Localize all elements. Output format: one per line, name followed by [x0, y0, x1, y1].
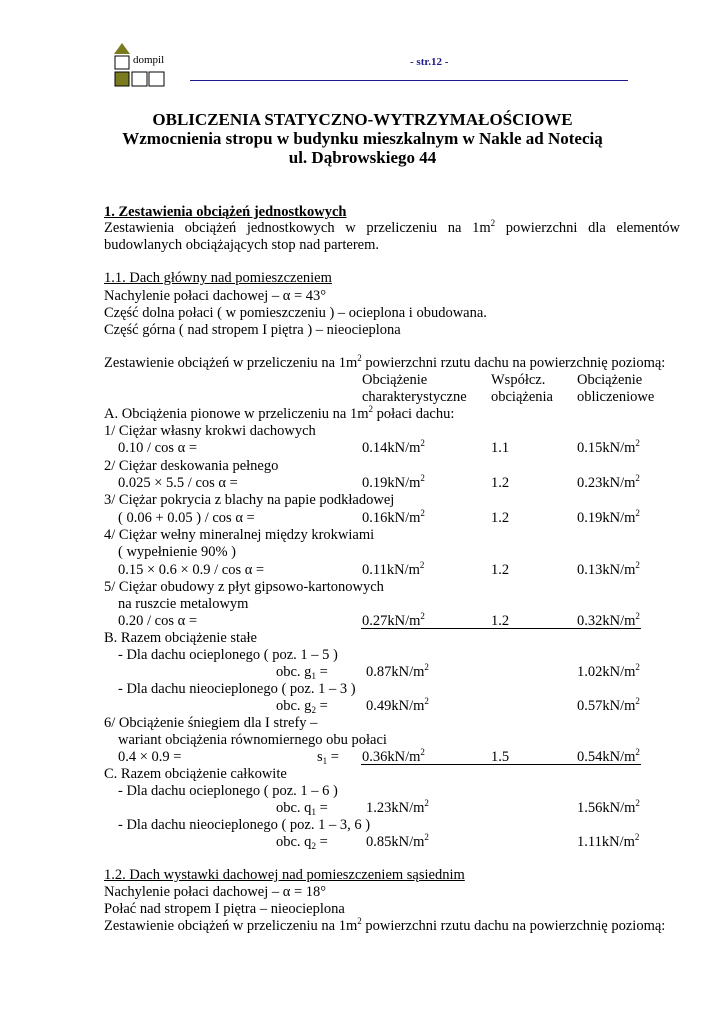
value-char: $1.23kN/m^2$: [366, 798, 429, 816]
subsection-heading: 1.1. Dach główny nad pomieszczeniem: [104, 270, 332, 286]
sum-label: $s_1$ =: [317, 749, 339, 766]
value-char: $0.19kN/m^2$: [362, 473, 425, 491]
value-coef: 1.2: [491, 510, 510, 526]
value-calc: $0.54kN/m^2$: [577, 747, 640, 765]
intro-line: Zestawienia obciążeń jednostkowych w przeliczeniu na $1m^2$ powierzchni dla elementów: [104, 218, 681, 236]
sum-label: obc. $g_2$ =: [276, 698, 328, 715]
row-label: - Dla dachu nieocieplonego ( poz. 1 – 3, 6 ): [118, 817, 371, 833]
value-char: $0.11kN/m^2$: [362, 560, 425, 578]
row-label: 4/ Ciężar wełny mineralnej między krokwiami: [104, 527, 375, 543]
value-char: $0.49kN/m^2$: [366, 696, 429, 714]
value-calc: $1.11kN/m^2$: [577, 832, 640, 850]
page-number: - str.12 -: [410, 56, 449, 68]
value-coef: 1.2: [491, 613, 510, 629]
value-char: $0.27kN/m^2$: [362, 611, 425, 629]
value-coef: 1.1: [491, 440, 510, 456]
row-formula: 0.20 / cos α =: [118, 613, 198, 629]
row-formula: 0.15 × 0.6 × 0.9 / cos α =: [118, 562, 265, 578]
text-line: A. Obciążenia pionowe w przeliczeniu na $1m^2$ połaci dachu:: [104, 404, 455, 422]
row-label-cont: ( wypełnienie 90% ): [118, 544, 236, 560]
row-label: 3/ Ciężar pokrycia z blachy na papie podkładowej: [104, 492, 395, 508]
value-calc: $0.13kN/m^2$: [577, 560, 640, 578]
logo-icon: [112, 42, 187, 90]
row-label-cont: na ruszcie metalowym: [118, 596, 249, 612]
value-char: $0.36kN/m^2$: [362, 747, 425, 765]
row-formula: 0.4 × 0.9 =: [118, 749, 182, 765]
row-label: C. Razem obciążenie całkowite: [104, 766, 287, 782]
company-logo: [112, 42, 187, 90]
sum-rule: [361, 628, 641, 629]
text-line: Połać nad stropem I piętra – nieocieplona: [104, 901, 345, 917]
row-label: - Dla dachu ocieplonego ( poz. 1 – 6 ): [118, 783, 338, 799]
summary-line: Zestawienie obciążeń w przeliczeniu na $1m^2$ powierzchni rzutu dachu na powierzchnię poziomą:: [104, 353, 666, 371]
intro-line: budowlanych obciążających stop nad parterem.: [104, 237, 379, 253]
value-char: $0.87kN/m^2$: [366, 662, 429, 680]
doc-title: OBLICZENIA STATYCZNO-WYTRZYMAŁOŚCIOWE: [152, 110, 573, 129]
text-line: Nachylenie połaci dachowej – α = 18°: [104, 884, 327, 900]
row-label: - Dla dachu nieocieplonego ( poz. 1 – 3 ): [118, 681, 356, 697]
col-header: Obciążenie: [362, 372, 428, 388]
value-calc: $1.02kN/m^2$: [577, 662, 640, 680]
col-header: charakterystyczne: [362, 389, 467, 405]
value-calc: $0.57kN/m^2$: [577, 696, 640, 714]
col-header: obliczeniowe: [577, 389, 655, 405]
row-label: 1/ Ciężar własny krokwi dachowych: [104, 423, 316, 439]
row-formula: 0.025 × 5.5 / cos α =: [118, 475, 238, 491]
doc-subtitle: Wzmocnienia stropu w budynku mieszkalnym w Nakle ad Notecią: [122, 129, 603, 148]
row-label: - Dla dachu ocieplonego ( poz. 1 – 5 ): [118, 647, 338, 663]
text-line: Część dolna połaci ( w pomieszczeniu ) – ocieplona i obudowana.: [104, 305, 487, 321]
sum-label: obc. $g_1$ =: [276, 664, 328, 681]
row-formula: 0.10 / cos α =: [118, 440, 198, 456]
col-header: Współcz.: [491, 372, 546, 388]
value-char: $0.14kN/m^2$: [362, 438, 425, 456]
row-formula: ( 0.06 + 0.05 ) / cos α =: [118, 510, 255, 526]
sum-label: obc. $q_1$ =: [276, 800, 328, 817]
summary-line: Zestawienie obciążeń w przeliczeniu na $1m^2$ powierzchni rzutu dachu na powierzchnię poziomą:: [104, 916, 666, 934]
section-heading: 1. Zestawienia obciążeń jednostkowych: [104, 204, 347, 220]
row-label: 6/ Obciążenie śniegiem dla I strefy –: [104, 715, 318, 731]
value-calc: $0.15kN/m^2$: [577, 438, 640, 456]
logo-text: dompil: [133, 54, 165, 66]
sum-rule: [361, 764, 641, 765]
doc-address: ul. Dąbrowskiego 44: [288, 148, 437, 167]
value-coef: 1.5: [491, 749, 510, 765]
row-label: B. Razem obciążenie stałe: [104, 630, 257, 646]
value-calc: $0.19kN/m^2$: [577, 508, 640, 526]
value-coef: 1.2: [491, 562, 510, 578]
header-rule: [190, 80, 628, 81]
value-calc: $1.56kN/m^2$: [577, 798, 640, 816]
row-label: 2/ Ciężar deskowania pełnego: [104, 458, 279, 474]
row-label-cont: wariant obciążenia równomiernego obu połaci: [118, 732, 387, 748]
value-char: $0.16kN/m^2$: [362, 508, 425, 526]
text-line: Nachylenie połaci dachowej – α = 43°: [104, 288, 327, 304]
value-coef: 1.2: [491, 475, 510, 491]
sum-label: obc. $q_2$ =: [276, 834, 328, 851]
value-calc: $0.32kN/m^2$: [577, 611, 640, 629]
text-line: Część górna ( nad stropem I piętra ) – nieocieplona: [104, 322, 401, 338]
col-header: Obciążenie: [577, 372, 643, 388]
value-char: $0.85kN/m^2$: [366, 832, 429, 850]
col-header: obciążenia: [491, 389, 553, 405]
subsection-heading: 1.2. Dach wystawki dachowej nad pomieszczeniem sąsiednim: [104, 867, 465, 883]
row-label: 5/ Ciężar obudowy z płyt gipsowo-kartonowych: [104, 579, 384, 595]
value-calc: $0.23kN/m^2$: [577, 473, 640, 491]
